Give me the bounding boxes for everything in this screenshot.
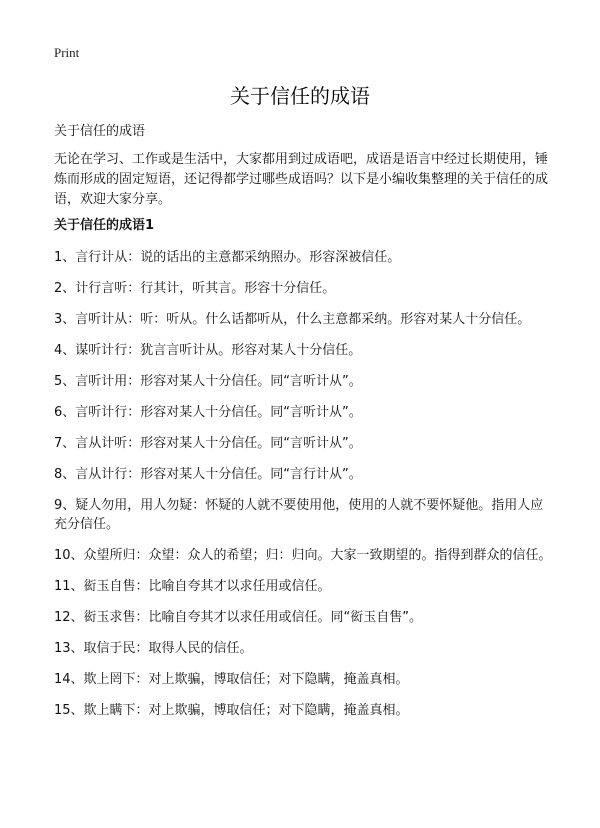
list-item: 14、欺上罔下：对上欺骗，博取信任；对下隐瞒，掩盖真相。 <box>54 672 409 687</box>
list-item: 13、取信于民：取得人民的信任。 <box>54 641 253 656</box>
list-item: 10、众望所归：众望：众人的希望；归：归向。大家一致期望的。指得到群众的信任。 <box>54 548 552 563</box>
list-item: 9、疑人勿用，用人勿疑：怀疑的人就不要使用他，使用的人就不要怀疑他。指用人应充分信任。 <box>54 498 544 532</box>
list-item: 4、谋听计行：犹言言听计从。形容对某人十分信任。 <box>54 343 362 358</box>
page-title: 关于信任的成语 <box>230 84 370 108</box>
list-item: 11、衒玉自售：比喻自夸其才以求任用或信任。 <box>54 579 331 594</box>
list-item: 12、衒玉求售：比喻自夸其才以求任用或信任。同“衒玉自售”。 <box>54 610 423 625</box>
list-item: 2、计行言听：行其计，听其言。形容十分信任。 <box>54 281 336 296</box>
list-item: 8、言从计行：形容对某人十分信任。同“言行计从”。 <box>54 467 362 482</box>
list-item: 5、言听计用：形容对某人十分信任。同“言听计从”。 <box>54 374 362 389</box>
list-item: 15、欺上瞒下：对上欺骗，博取信任；对下隐瞒，掩盖真相。 <box>54 703 409 718</box>
section-heading: 关于信任的成语1 <box>54 218 155 233</box>
list-item: 7、言从计听：形容对某人十分信任。同“言听计从”。 <box>54 436 362 451</box>
list-item: 6、言听计行：形容对某人十分信任。同“言听计从”。 <box>54 405 362 420</box>
intro-paragraph: 无论在学习、工作或是生活中，大家都用到过成语吧，成语是语言中经过长期使用，锤炼而形成的固定短语，还记得都学过哪些成语吗？以下是小编收集整理的关于信任的成语，欢迎大家分享。 <box>54 152 549 207</box>
print-link[interactable]: Print <box>54 45 80 60</box>
list-item: 1、言行计从：说的话出的主意都采纳照办。形容深被信任。 <box>54 250 401 265</box>
idiom-list <box>54 248 554 732</box>
subtitle: 关于信任的成语 <box>54 124 146 139</box>
list-item: 3、言听计从：听：听从。什么话都听从，什么主意都采纳。形容对某人十分信任。 <box>54 312 531 327</box>
